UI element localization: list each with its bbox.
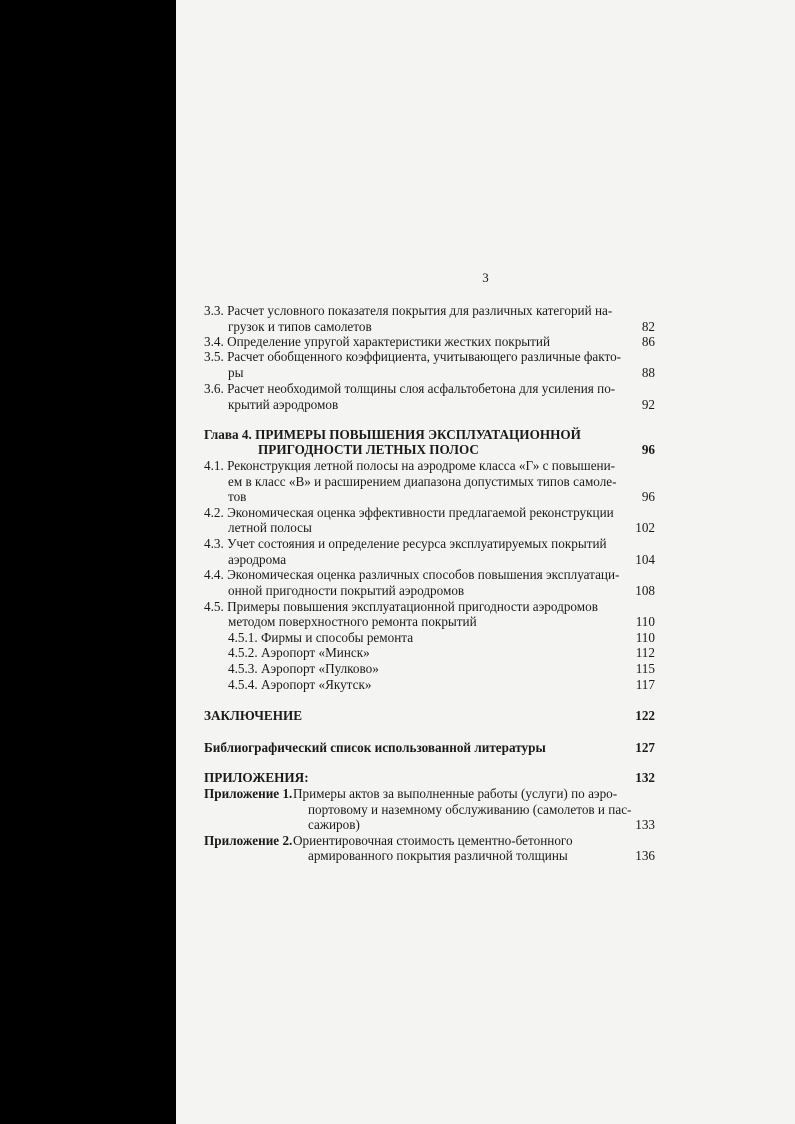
toc-line: онной пригодности покрытий аэродромов bbox=[228, 583, 465, 598]
conclusion-heading: ЗАКЛЮЧЕНИЕ bbox=[204, 708, 303, 723]
page-number: 3 bbox=[482, 270, 489, 285]
toc-line: 3.4. Определение упругой характеристики жестких покрытий bbox=[204, 334, 551, 349]
toc-line: 3.3. Расчет условного показателя покрытия для различных категорий на- bbox=[204, 303, 613, 318]
toc-page: 112 bbox=[635, 645, 655, 660]
toc-page: 117 bbox=[635, 677, 655, 692]
toc-line: методом поверхностного ремонта покрытий bbox=[228, 614, 477, 629]
toc-line: ры bbox=[228, 365, 244, 380]
toc-line: тов bbox=[228, 489, 247, 504]
toc-line: 4.5.2. Аэропорт «Минск» bbox=[228, 645, 370, 660]
toc-line: 4.5.3. Аэропорт «Пулково» bbox=[228, 661, 379, 676]
toc-page: 86 bbox=[641, 334, 655, 349]
toc-line: летной полосы bbox=[228, 520, 312, 535]
bibliography-heading: Библиографический список использованной литературы bbox=[204, 740, 546, 755]
toc-line: 4.3. Учет состояния и определение ресурса эксплуатируемых покрытий bbox=[204, 536, 607, 551]
document-page bbox=[176, 0, 795, 1124]
toc-line: 4.5.1. Фирмы и способы ремонта bbox=[228, 630, 414, 645]
toc-page: 92 bbox=[641, 397, 655, 412]
toc-line: армированного покрытия различной толщины bbox=[308, 848, 568, 863]
appendix-label: Приложение 1. bbox=[204, 786, 293, 801]
toc-line: Ориентировочная стоимость цементно-бетонного bbox=[293, 833, 573, 848]
toc-page: 127 bbox=[635, 740, 655, 755]
toc-page: 136 bbox=[635, 848, 655, 863]
toc-page: 110 bbox=[635, 630, 655, 645]
chapter-title: ПРИГОДНОСТИ ЛЕТНЫХ ПОЛОС bbox=[258, 442, 479, 457]
toc-line: 4.4. Экономическая оценка различных способов повышения эксплуатаци- bbox=[204, 567, 620, 582]
toc-line: 4.1. Реконструкция летной полосы на аэродроме класса «Г» с повышени- bbox=[204, 458, 616, 473]
toc-line: крытий аэродромов bbox=[228, 397, 339, 412]
toc-page: 96 bbox=[641, 489, 655, 504]
toc-page: 104 bbox=[635, 552, 655, 567]
toc-line: 4.5.4. Аэропорт «Якутск» bbox=[228, 677, 372, 692]
toc-line: ем в класс «В» и расширением диапазона допустимых типов самоле- bbox=[228, 474, 617, 489]
toc-page: 115 bbox=[635, 661, 655, 676]
appendix-label: Приложение 2. bbox=[204, 833, 293, 848]
toc-page: 108 bbox=[635, 583, 655, 598]
toc-page: 96 bbox=[641, 442, 655, 457]
toc-line: 3.6. Расчет необходимой толщины слоя асфальтобетона для усиления по- bbox=[204, 381, 616, 396]
toc-page: 110 bbox=[635, 614, 655, 629]
toc-line: портовому и наземному обслуживанию (самолетов и пас- bbox=[308, 802, 632, 817]
toc-line: 4.5. Примеры повышения эксплуатационной пригодности аэродромов bbox=[204, 599, 598, 614]
toc-line: сажиров) bbox=[308, 817, 360, 832]
toc-line: 3.5. Расчет обобщенного коэффициента, учитывающего различные факто- bbox=[204, 349, 622, 364]
toc-line: аэродрома bbox=[228, 552, 287, 567]
toc-page: 82 bbox=[641, 319, 655, 334]
toc-page: 102 bbox=[635, 520, 655, 535]
toc-page: 132 bbox=[635, 770, 655, 785]
toc-page: 133 bbox=[635, 817, 655, 832]
toc-page: 88 bbox=[641, 365, 655, 380]
appendices-heading: ПРИЛОЖЕНИЯ: bbox=[204, 770, 309, 785]
toc-line: Примеры актов за выполненные работы (услуги) по аэро- bbox=[293, 786, 618, 801]
toc-page: 122 bbox=[635, 708, 655, 723]
chapter-title: Глава 4. ПРИМЕРЫ ПОВЫШЕНИЯ ЭКСПЛУАТАЦИОННОЙ bbox=[204, 427, 581, 442]
toc-line: грузок и типов самолетов bbox=[228, 319, 372, 334]
toc-line: 4.2. Экономическая оценка эффективности предлагаемой реконструкции bbox=[204, 505, 614, 520]
